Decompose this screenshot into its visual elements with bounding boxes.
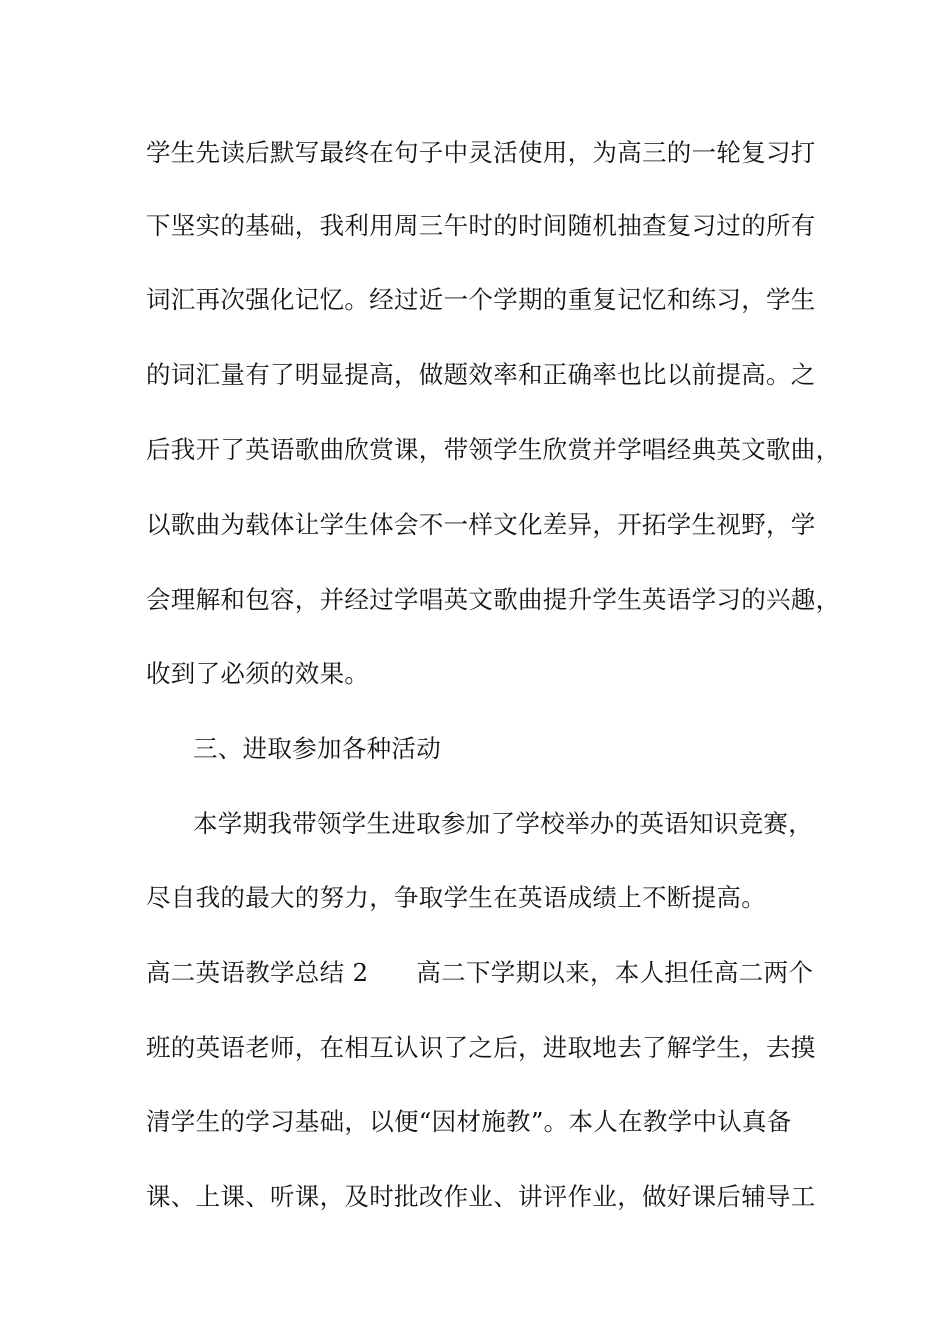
body-line-6: 以歌曲为载体让学生体会不一样文化差异，开拓学生视野，学 [146, 510, 816, 539]
summary2-line-2: 班的英语老师，在相互认识了之后，进取地去了解学生，去摸 [146, 1033, 816, 1062]
summary2-line-3: 清学生的学习基础，以便“因材施教”。本人在教学中认真备 [146, 1107, 792, 1136]
summary2-heading-line [146, 953, 836, 993]
body-line-5: 后我开了英语歌曲欣赏课，带领学生欣赏并学唱经典英文歌曲， [146, 435, 841, 464]
summary2-title: 高二英语教学总结 2 [146, 958, 369, 987]
body-line-4: 的词汇量有了明显提高，做题效率和正确率也比以前提高。之 [146, 360, 816, 389]
body-line-3: 词汇再次强化记忆。经过近一个学期的重复记忆和练习，学生 [146, 285, 816, 314]
activity-line-1: 本学期我带领学生进取参加了学校举办的英语知识竞赛， [193, 809, 813, 838]
summary2-line-4: 课、上课、听课，及时批改作业、讲评作业，做好课后辅导工 [146, 1182, 816, 1211]
summary2-first-line: 高二下学期以来，本人担任高二两个 [416, 958, 814, 987]
body-line-7: 会理解和包容，并经过学唱英文歌曲提升学生英语学习的兴趣， [146, 585, 841, 614]
body-line-1: 学生先读后默写最终在句子中灵活使用，为高三的一轮复习打 [146, 138, 816, 167]
body-line-8: 收到了必须的效果。 [146, 659, 370, 688]
section-heading: 三、进取参加各种活动 [193, 734, 441, 763]
activity-line-2: 尽自我的最大的努力，争取学生在英语成绩上不断提高。 [146, 883, 766, 912]
body-line-2: 下坚实的基础，我利用周三午时的时间随机抽查复习过的所有 [146, 211, 816, 240]
